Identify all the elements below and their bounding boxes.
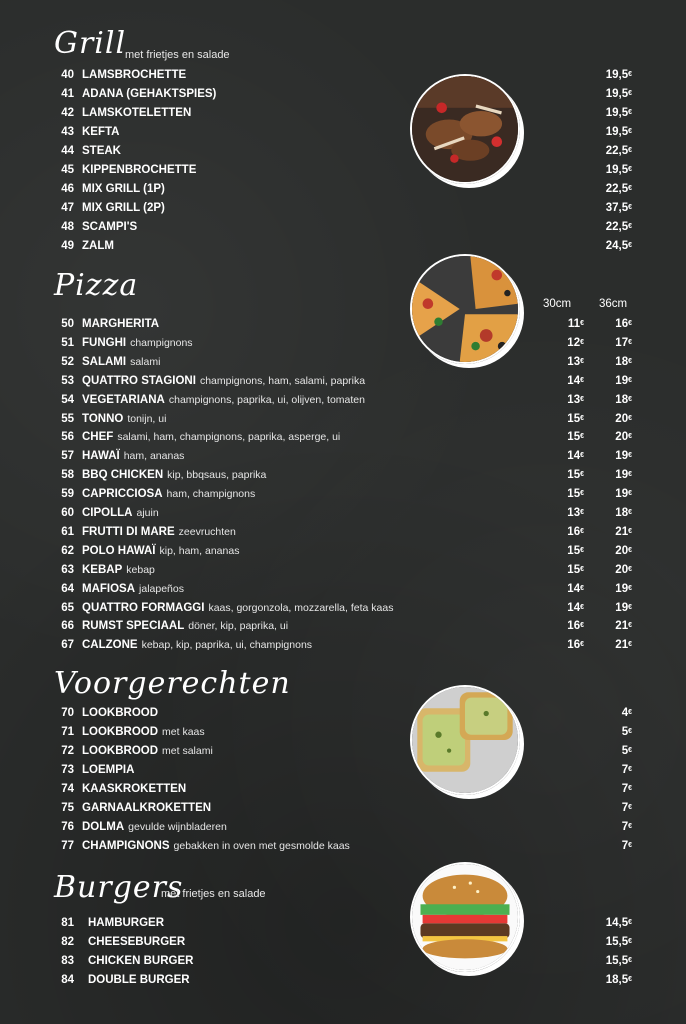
currency-symbol: €: [628, 109, 632, 116]
menu-item-row: [52, 410, 636, 429]
menu-item-row: [52, 504, 636, 523]
item-price: 7€: [621, 783, 632, 795]
menu-item-row: [52, 315, 636, 334]
currency-symbol: €: [628, 90, 632, 97]
item-number: 41: [61, 88, 74, 100]
currency-symbol: €: [628, 509, 632, 516]
price-30cm: 13€: [567, 507, 584, 519]
item-name: GARNAALKROKETTEN: [82, 802, 212, 814]
menu-item-row: [52, 971, 636, 990]
burgers-subtitle: met frietjes en salade: [161, 888, 266, 900]
item-number: 73: [61, 764, 74, 776]
price-36cm: 19€: [615, 374, 632, 387]
item-number: 58: [61, 469, 74, 482]
item-number: 51: [61, 336, 74, 349]
price-36cm: 19€: [615, 582, 632, 595]
currency-symbol: €: [628, 71, 632, 78]
grill-meat-image: [412, 76, 518, 182]
currency-symbol: €: [628, 338, 632, 346]
item-price: 7€: [621, 821, 632, 833]
item-number: 42: [61, 107, 74, 119]
currency-symbol: €: [628, 395, 632, 403]
price-36cm: 18€: [615, 355, 632, 368]
currency-symbol: €: [628, 622, 632, 630]
currency-symbol: €: [628, 565, 632, 573]
price-30cm: 15€: [567, 412, 584, 425]
menu-item-row: [52, 933, 636, 952]
item-name: ZALM: [82, 240, 114, 252]
menu-item-row: [52, 428, 636, 447]
currency-symbol: €: [580, 357, 584, 365]
menu-item-row: [52, 104, 636, 123]
currency-symbol: €: [628, 527, 632, 535]
menu-item-row: [52, 161, 636, 180]
item-description: gebakken in oven met gesmolde kaas: [173, 840, 350, 852]
item-number: 70: [61, 707, 74, 719]
item-name: LOEMPIA: [82, 764, 135, 776]
currency-symbol: €: [628, 938, 632, 945]
price-36cm: 19€: [615, 450, 632, 463]
item-number: 46: [61, 183, 74, 195]
menu-item-row: [52, 818, 636, 837]
item-description: kaas, gorgonzola, mozzarella, feta kaas: [208, 601, 394, 614]
menu-item-row: [52, 199, 636, 218]
item-price: 37,5€: [605, 202, 632, 214]
item-name: VEGETARIANA champignons, paprika, ui, olijven, tomaten: [82, 393, 365, 406]
currency-symbol: €: [628, 471, 632, 479]
item-name: CHEF salami, ham, champignons, paprika, asperge, ui: [82, 431, 341, 444]
item-number: 83: [61, 955, 74, 967]
price-36cm: 16€: [615, 318, 632, 330]
item-description: kebap: [126, 563, 155, 576]
currency-symbol: €: [580, 641, 584, 649]
item-number: 56: [61, 431, 74, 444]
item-number: 54: [61, 393, 74, 406]
item-price: 7€: [621, 840, 632, 852]
item-number: 59: [61, 488, 74, 501]
voorgerechten-photo: [410, 685, 520, 795]
item-number: 60: [61, 507, 74, 519]
item-price: 22,5€: [605, 145, 632, 157]
item-description: jalapeños: [139, 582, 184, 595]
currency-symbol: €: [580, 338, 584, 346]
price-30cm: 14€: [567, 582, 584, 595]
currency-symbol: €: [580, 584, 584, 592]
menu-item-row: [52, 447, 636, 466]
item-description: kip, bbqsaus, paprika: [167, 469, 267, 482]
currency-symbol: €: [628, 490, 632, 498]
item-price: 19,5€: [605, 164, 632, 176]
item-number: 81: [61, 917, 74, 929]
currency-symbol: €: [628, 242, 632, 249]
item-number: 64: [61, 582, 74, 595]
item-number: 84: [61, 974, 74, 986]
item-number: 82: [61, 936, 74, 948]
item-number: 47: [61, 202, 74, 214]
menu-item-row: [52, 561, 636, 580]
menu-item-row: [52, 761, 636, 780]
menu-item-row: [52, 485, 636, 504]
item-description: zeevruchten: [178, 525, 236, 538]
currency-symbol: €: [628, 709, 632, 716]
menu-item-row: [52, 218, 636, 237]
item-price: 7€: [621, 764, 632, 776]
price-36cm: 20€: [615, 563, 632, 576]
item-number: 49: [61, 240, 74, 252]
item-name: BBQ CHICKEN kip, bbqsaus, paprika: [82, 469, 267, 482]
item-price: 19,5€: [605, 107, 632, 119]
item-number: 77: [61, 840, 74, 852]
item-number: 75: [61, 802, 74, 814]
price-30cm: 15€: [567, 488, 584, 501]
price-30cm: 15€: [567, 563, 584, 576]
currency-symbol: €: [580, 565, 584, 573]
item-number: 61: [61, 525, 74, 538]
item-name: CHEESEBURGER: [88, 936, 186, 948]
item-price: 22,5€: [605, 221, 632, 233]
item-name: TONNO tonijn, ui: [82, 412, 167, 425]
price-30cm: 13€: [567, 393, 584, 406]
menu-item-row: [52, 466, 636, 485]
item-name: MAFIOSA jalapeños: [82, 582, 184, 595]
size-30cm-header: 30cm: [543, 298, 572, 310]
price-30cm: 11€: [567, 318, 584, 330]
price-36cm: 20€: [615, 412, 632, 425]
price-30cm: 15€: [567, 469, 584, 482]
size-36cm-header: 36cm: [599, 298, 628, 310]
item-name: MIX GRILL (2P): [82, 202, 165, 214]
item-number: 40: [61, 69, 74, 81]
currency-symbol: €: [580, 527, 584, 535]
item-price: 19,5€: [605, 88, 632, 100]
price-36cm: 20€: [615, 544, 632, 557]
menu-item-row: [52, 66, 636, 85]
item-name: LOOKBROOD met kaas: [82, 726, 205, 738]
item-number: 50: [61, 318, 74, 330]
price-36cm: 18€: [615, 507, 632, 519]
item-number: 55: [61, 412, 74, 425]
currency-symbol: €: [628, 842, 632, 849]
item-number: 43: [61, 126, 74, 138]
currency-symbol: €: [580, 320, 584, 327]
currency-symbol: €: [628, 166, 632, 173]
currency-symbol: €: [628, 185, 632, 192]
menu-item-row: [52, 334, 636, 353]
currency-symbol: €: [580, 546, 584, 554]
currency-symbol: €: [580, 376, 584, 384]
item-number: 53: [61, 374, 74, 387]
item-name: SALAMI salami: [82, 355, 161, 368]
currency-symbol: €: [628, 433, 632, 441]
item-description: gevulde wijnbladeren: [128, 821, 227, 833]
menu-item-row: [52, 914, 636, 933]
item-price: 18,5€: [605, 974, 632, 986]
item-name: CHICKEN BURGER: [88, 955, 194, 967]
item-name: CIPOLLA ajuin: [82, 507, 159, 519]
currency-symbol: €: [628, 546, 632, 554]
item-name: SCAMPI'S: [82, 221, 138, 233]
currency-symbol: €: [628, 603, 632, 611]
currency-symbol: €: [580, 452, 584, 460]
menu-item-row: [52, 742, 636, 761]
item-description: ham, ananas: [123, 450, 185, 463]
garlic-bread-image: [412, 687, 518, 793]
item-price: 24,5€: [605, 240, 632, 252]
grill-subtitle: met frietjes en salade: [125, 49, 230, 61]
menu-item-row: [52, 599, 636, 618]
currency-symbol: €: [628, 641, 632, 649]
price-30cm: 16€: [567, 620, 584, 633]
item-number: 72: [61, 745, 74, 757]
item-number: 48: [61, 221, 74, 233]
burger-image: [412, 864, 518, 970]
currency-symbol: €: [628, 728, 632, 735]
burgers-photo: [410, 862, 520, 972]
menu-item-row: [52, 180, 636, 199]
item-price: 15,5€: [605, 955, 632, 967]
grill-title: Grill: [54, 26, 127, 61]
item-description: champignons, paprika, ui, olijven, tomaten: [168, 393, 365, 406]
price-30cm: 12€: [567, 336, 584, 349]
menu-item-row: [52, 372, 636, 391]
item-description: champignons: [130, 336, 193, 349]
item-price: 7€: [621, 802, 632, 814]
item-number: 76: [61, 821, 74, 833]
currency-symbol: €: [628, 766, 632, 773]
menu-item-row: [52, 580, 636, 599]
currency-symbol: €: [628, 223, 632, 230]
item-name: QUATTRO FORMAGGI kaas, gorgonzola, mozzarella, feta kaas: [82, 601, 394, 614]
price-36cm: 20€: [615, 431, 632, 444]
item-name: DOLMA gevulde wijnbladeren: [82, 821, 227, 833]
item-number: 67: [61, 639, 74, 652]
menu-item-row: [52, 542, 636, 561]
item-name: POLO HAWAÏ kip, ham, ananas: [82, 544, 240, 557]
currency-symbol: €: [628, 957, 632, 964]
price-36cm: 19€: [615, 469, 632, 482]
item-number: 62: [61, 544, 74, 557]
item-name: CAPRICCIOSA ham, champignons: [82, 488, 256, 501]
item-name: STEAK: [82, 145, 121, 157]
pizza-photo: [410, 254, 520, 364]
menu-item-row: [52, 85, 636, 104]
item-name: HAWAÏ ham, ananas: [82, 450, 185, 463]
menu-item-row: [52, 123, 636, 142]
item-price: 22,5€: [605, 183, 632, 195]
menu-item-row: [52, 837, 636, 856]
item-name: CALZONE kebap, kip, paprika, ui, champignons: [82, 639, 313, 652]
item-price: 19,5€: [605, 126, 632, 138]
item-price: 14,5€: [605, 917, 632, 929]
item-description: salami: [130, 355, 161, 368]
item-name: QUATTRO STAGIONI champignons, ham, salami, paprika: [82, 374, 366, 387]
price-30cm: 13€: [567, 355, 584, 368]
item-name: FRUTTI DI MARE zeevruchten: [82, 525, 236, 538]
item-name: ADANA (GEHAKTSPIES): [82, 88, 217, 100]
item-description: ham, champignons: [166, 488, 256, 501]
price-30cm: 14€: [567, 601, 584, 614]
price-36cm: 21€: [615, 639, 632, 652]
price-30cm: 15€: [567, 431, 584, 444]
item-description: tonijn, ui: [127, 412, 167, 425]
item-description: champignons, ham, salami, paprika: [199, 374, 366, 387]
price-36cm: 19€: [615, 488, 632, 501]
item-description: met kaas: [162, 726, 205, 738]
item-number: 63: [61, 563, 74, 576]
currency-symbol: €: [628, 376, 632, 384]
item-price: 4€: [621, 707, 632, 719]
item-number: 44: [61, 145, 74, 157]
item-name: KAASKROKETTEN: [82, 783, 187, 795]
menu-item-row: [52, 636, 636, 655]
item-name: MARGHERITA: [82, 318, 160, 330]
item-price: 15,5€: [605, 936, 632, 948]
item-description: kebap, kip, paprika, ui, champignons: [141, 639, 313, 652]
currency-symbol: €: [628, 147, 632, 154]
currency-symbol: €: [580, 471, 584, 479]
currency-symbol: €: [580, 603, 584, 611]
pizza-image: [412, 256, 518, 362]
item-number: 57: [61, 450, 74, 463]
item-name: LOOKBROOD: [82, 707, 159, 719]
price-36cm: 21€: [615, 620, 632, 633]
item-number: 45: [61, 164, 74, 176]
menu-item-row: [52, 523, 636, 542]
price-36cm: 21€: [615, 525, 632, 538]
item-name: FUNGHI champignons: [82, 336, 193, 349]
currency-symbol: €: [628, 414, 632, 422]
item-description: ajuin: [136, 507, 159, 519]
item-number: 65: [61, 601, 74, 614]
menu-item-row: [52, 142, 636, 161]
item-number: 52: [61, 355, 74, 368]
item-name: HAMBURGER: [88, 917, 165, 929]
menu-item-row: [52, 723, 636, 742]
menu-item-row: [52, 799, 636, 818]
item-number: 74: [61, 783, 74, 795]
pizza-title: Pizza: [54, 268, 139, 303]
menu-item-row: [52, 780, 636, 799]
item-number: 66: [61, 620, 74, 633]
currency-symbol: €: [628, 452, 632, 460]
menu-item-row: [52, 952, 636, 971]
item-name: KEBAP kebap: [82, 563, 155, 576]
menu-item-row: [52, 617, 636, 636]
menu-item-row: [52, 237, 636, 256]
currency-symbol: €: [580, 395, 584, 403]
item-description: kip, ham, ananas: [159, 544, 240, 557]
item-name: LAMSBROCHETTE: [82, 69, 187, 81]
currency-symbol: €: [580, 490, 584, 498]
currency-symbol: €: [628, 785, 632, 792]
currency-symbol: €: [580, 622, 584, 630]
item-name: KIPPENBROCHETTE: [82, 164, 197, 176]
item-name: LOOKBROOD met salami: [82, 745, 213, 757]
item-number: 71: [61, 726, 74, 738]
item-price: 19,5€: [605, 69, 632, 81]
item-description: döner, kip, paprika, ui: [188, 620, 289, 633]
price-30cm: 14€: [567, 450, 584, 463]
item-name: DOUBLE BURGER: [88, 974, 190, 986]
menu-item-row: [52, 391, 636, 410]
item-price: 5€: [621, 745, 632, 757]
price-30cm: 14€: [567, 374, 584, 387]
price-30cm: 15€: [567, 544, 584, 557]
currency-symbol: €: [628, 584, 632, 592]
menu-item-row: [52, 353, 636, 372]
currency-symbol: €: [628, 976, 632, 983]
price-30cm: 16€: [567, 639, 584, 652]
currency-symbol: €: [628, 823, 632, 830]
currency-symbol: €: [628, 747, 632, 754]
item-name: KEFTA: [82, 126, 120, 138]
currency-symbol: €: [580, 433, 584, 441]
grill-photo: [410, 74, 520, 184]
menu-item-row: [52, 704, 636, 723]
item-name: MIX GRILL (1P): [82, 183, 165, 195]
item-price: 5€: [621, 726, 632, 738]
item-description: salami, ham, champignons, paprika, asperge, ui: [117, 431, 341, 444]
item-name: RUMST SPECIAAL döner, kip, paprika, ui: [82, 620, 289, 633]
item-name: CHAMPIGNONS gebakken in oven met gesmolde kaas: [82, 840, 350, 852]
burgers-title: Burgers: [54, 870, 184, 905]
currency-symbol: €: [628, 320, 632, 327]
currency-symbol: €: [580, 414, 584, 422]
price-36cm: 18€: [615, 393, 632, 406]
currency-symbol: €: [628, 804, 632, 811]
item-name: LAMSKOTELETTEN: [82, 107, 192, 119]
voorgerechten-title: Voorgerechten: [54, 666, 291, 701]
item-description: met salami: [162, 745, 213, 757]
price-36cm: 19€: [615, 601, 632, 614]
price-36cm: 17€: [615, 336, 632, 349]
currency-symbol: €: [628, 919, 632, 926]
currency-symbol: €: [628, 357, 632, 365]
currency-symbol: €: [628, 204, 632, 211]
currency-symbol: €: [580, 509, 584, 516]
currency-symbol: €: [628, 128, 632, 135]
price-30cm: 16€: [567, 525, 584, 538]
